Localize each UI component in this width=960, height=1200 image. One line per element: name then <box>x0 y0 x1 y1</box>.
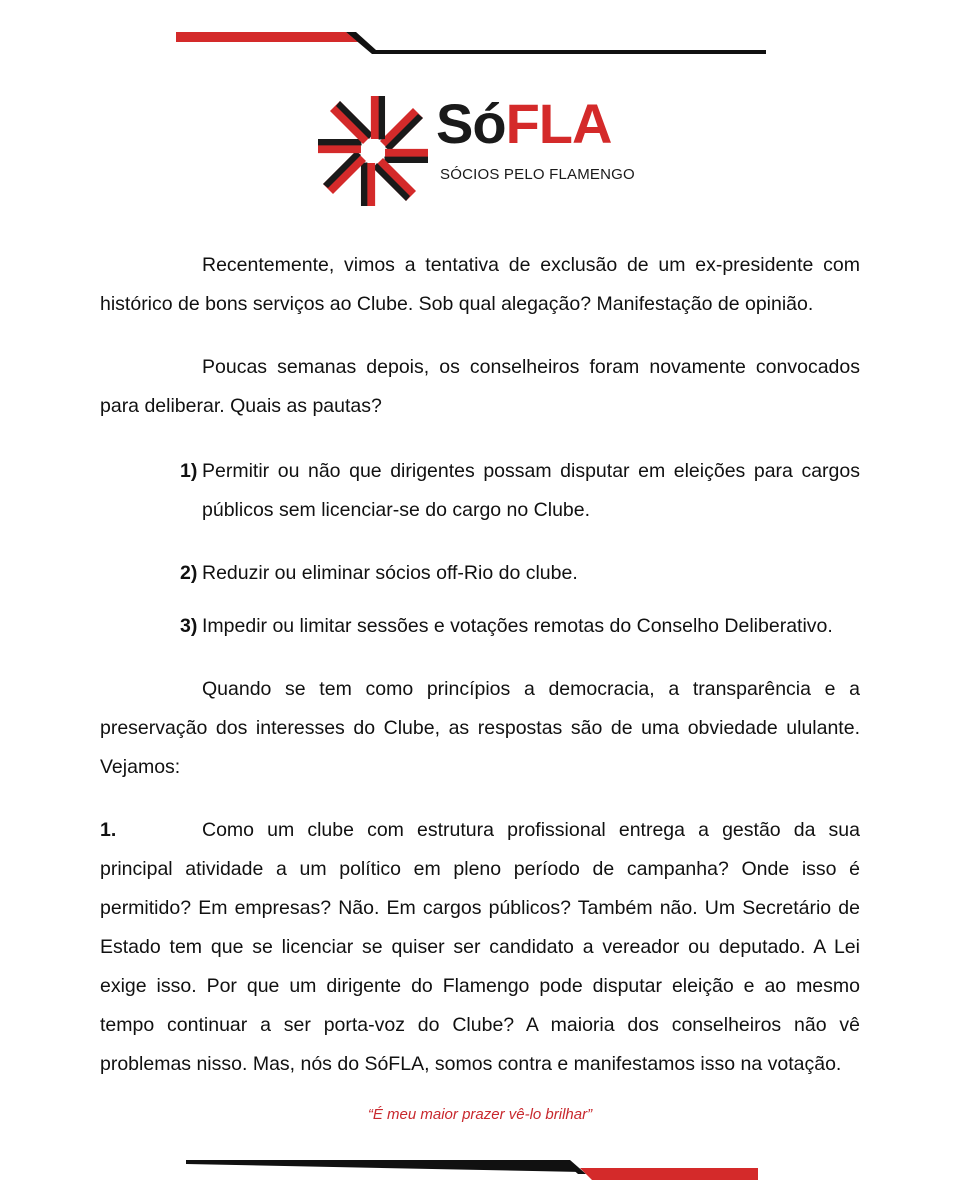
paragraph-2: Poucas semanas depois, os conselheiros foram novamente convocados para deliberar. Quais as pautas? <box>100 356 860 417</box>
logo-subtitle: SÓCIOS PELO FLAMENGO <box>440 166 635 183</box>
list-item-number: 2) <box>180 562 198 584</box>
numbered-point-1 <box>100 811 860 1084</box>
bottom-decorative-stripe <box>182 1150 762 1186</box>
list-item-number: 3) <box>180 615 198 637</box>
logo-word-dark: Só <box>436 92 506 155</box>
list-item-text: Impedir ou limitar sessões e votações remotas do Conselho Deliberativo. <box>202 615 833 637</box>
list-item-3 <box>100 607 860 646</box>
point-text: Como um clube com estrutura profissional entrega a gestão da sua principal atividade a um político em pleno período de campanha? Onde isso é permitido? Em empresas? Não. Em cargos públicos? Também não. Um Secretário de Estado tem que se licenciar se quiser ser candidato a vereador ou deputado. A Lei exige isso. Por que um dirigente do Flamengo pode disputar eleição e ao mesmo tempo continuar a ser porta-voz do Clube? A maioria dos conselheiros não vê problemas nisso. Mas, nós do SóFLA, somos contra e manifestamos isso na votação. <box>100 819 860 1075</box>
logo-wordmark <box>436 92 612 155</box>
list-item-1 <box>100 452 860 530</box>
sofla-logo <box>318 92 635 210</box>
list-item-number: 1) <box>180 460 198 482</box>
list-item-2 <box>100 554 860 593</box>
list-item-text: Reduzir ou eliminar sócios off-Rio do clube. <box>202 562 578 584</box>
point-number: 1. <box>100 819 117 841</box>
top-decorative-stripe <box>170 28 770 58</box>
paragraph-3: Quando se tem como princípios a democracia, a transparência e a preservação dos interesses do Clube, as respostas são de uma obviedade ululante. Vejamos: <box>100 678 860 778</box>
sofla-emblem-icon <box>318 96 428 206</box>
document-body <box>100 246 860 1084</box>
list-item-text: Permitir ou não que dirigentes possam disputar em eleições para cargos públicos sem licenciar-se do cargo no Clube. <box>202 460 860 521</box>
footer-quote: “É meu maior prazer vê-lo brilhar” <box>367 1106 593 1123</box>
logo-word-red: FLA <box>505 92 612 155</box>
paragraph-1: Recentemente, vimos a tentativa de exclusão de um ex-presidente com histórico de bons serviços ao Clube. Sob qual alegação? Manifestação de opinião. <box>100 254 860 315</box>
